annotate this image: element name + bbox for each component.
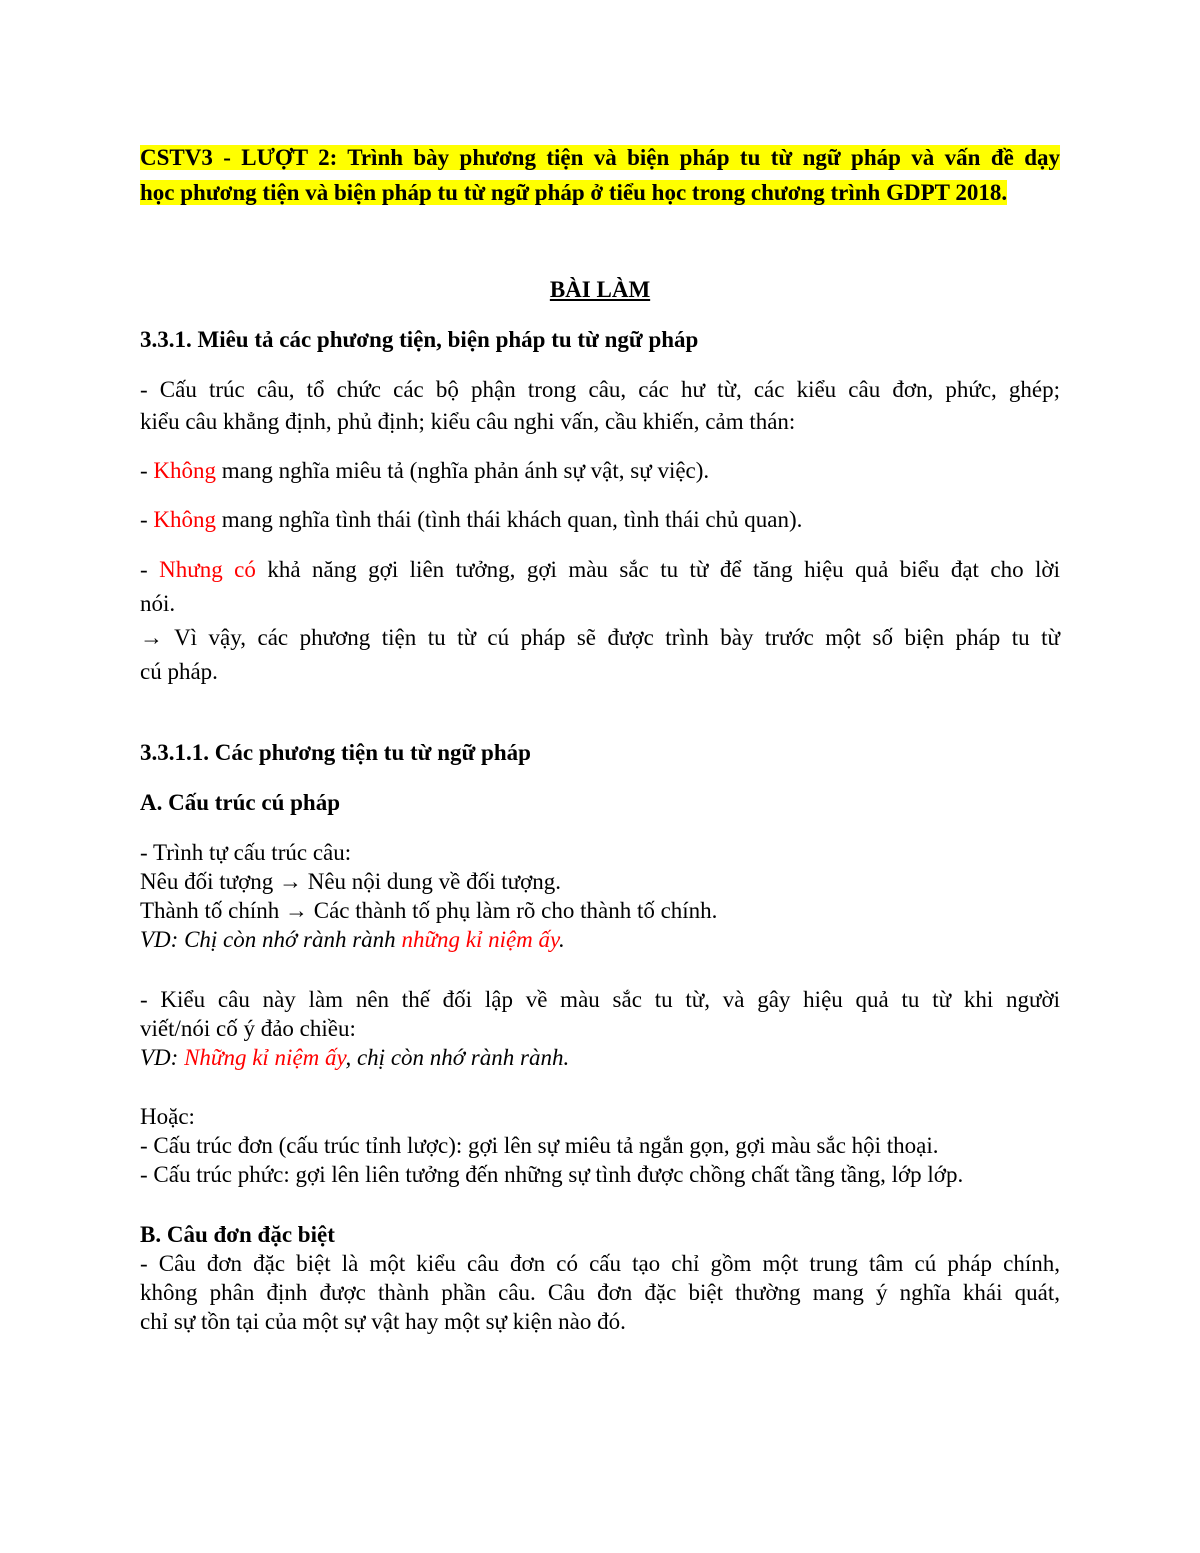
bullet-text: khả năng gợi liên tưởng, gợi màu sắc tu từ để tăng hiệu quả biểu đạt cho lời — [255, 557, 1060, 582]
contrast-line-2: viết/nói cố ý đảo chiều: — [140, 1016, 356, 1041]
bullet-nhung-co — [140, 555, 1060, 585]
prompt-line-2 — [140, 178, 1060, 208]
page-title: BÀI LÀM — [549, 277, 651, 302]
bullet-nhung-co-cont: nói. — [140, 591, 176, 616]
special-sentence-line-2: không phân định được thành phần câu. Câu đơn đặc biệt thường mang ý nghĩa khái quát, — [140, 1280, 1060, 1305]
bullet-dash: - — [140, 507, 154, 532]
contrast-line-1: - Kiểu câu này làm nên thế đối lập về màu sắc tu từ, và gây hiệu quả tu từ khi người — [140, 987, 1060, 1012]
example-2 — [140, 1043, 1060, 1073]
bullet-khong-2 — [140, 505, 1060, 535]
conclusion-line-2: cú pháp. — [140, 659, 218, 684]
subheading-a: A. Cấu trúc cú pháp — [140, 790, 341, 815]
bullet-text: mang nghĩa miêu tả (nghĩa phản ánh sự vật, sự việc). — [216, 458, 710, 483]
structure-line-1: - Trình tự cấu trúc câu: — [140, 840, 352, 865]
prompt-label: CSTV3 - LƯỢT 2: — [140, 145, 338, 170]
emphasis-khong: Không — [153, 458, 217, 483]
bullet-text: mang nghĩa tình thái (tình thái khách quan, tình thái chủ quan). — [216, 507, 803, 532]
example-emphasis: những kỉ niệm ấy — [401, 927, 559, 952]
section-heading-331: 3.3.1. Miêu tả các phương tiện, biện pháp tu từ ngữ pháp — [140, 327, 699, 352]
complex-structure-line: - Cấu trúc phức: gợi lên liên tưởng đến những sự tình được chồng chất tầng tầng, lớp lớp. — [140, 1162, 964, 1187]
emphasis-nhung-co: Nhưng có — [159, 557, 256, 582]
intro-line-2: kiểu câu khẳng định, phủ định; kiểu câu nghi vấn, cầu khiến, cảm thán: — [140, 409, 796, 434]
structure-line-3: Thành tố chính → Các thành tố phụ làm rõ cho thành tố chính. — [140, 898, 718, 923]
subheading-b: B. Câu đơn đặc biệt — [140, 1222, 335, 1247]
bullet-khong-1 — [140, 456, 1060, 486]
intro-line-1: - Cấu trúc câu, tổ chức các bộ phận trong câu, các hư từ, các kiểu câu đơn, phức, ghép; — [140, 377, 1060, 402]
structure-line-2: Nêu đối tượng → Nêu nội dung về đối tượng. — [140, 869, 562, 894]
example-text: VD: — [140, 1045, 185, 1070]
example-emphasis: Những kỉ niệm ấy — [184, 1045, 346, 1070]
alternative-label: Hoặc: — [140, 1104, 195, 1129]
conclusion-line-1: → Vì vậy, các phương tiện tu từ cú pháp sẽ được trình bày trước một số biện pháp tu từ — [140, 625, 1060, 650]
example-text: VD: Chị còn nhớ rành rành — [140, 927, 402, 952]
example-end: . — [558, 927, 565, 952]
prompt-text-1: Trình bày phương tiện và biện pháp tu từ ngữ pháp và vấn đề dạy — [337, 145, 1060, 170]
bullet-dash: - — [140, 458, 154, 483]
section-heading-3311: 3.3.1.1. Các phương tiện tu từ ngữ pháp — [140, 740, 531, 765]
example-1 — [140, 925, 1060, 955]
special-sentence-line-1: - Câu đơn đặc biệt là một kiểu câu đơn có cấu tạo chỉ gồm một trung tâm cú pháp chính, — [140, 1251, 1060, 1276]
emphasis-khong: Không — [153, 507, 217, 532]
bullet-dash: - — [140, 557, 160, 582]
simple-structure-line: - Cấu trúc đơn (cấu trúc tỉnh lược): gợi lên sự miêu tả ngắn gọn, gợi màu sắc hội thoại. — [140, 1133, 939, 1158]
special-sentence-line-3: chỉ sự tồn tại của một sự vật hay một sự kiện nào đó. — [140, 1309, 626, 1334]
example-end: , chị còn nhớ rành rành. — [345, 1045, 570, 1070]
prompt-text-2: học phương tiện và biện pháp tu từ ngữ pháp ở tiểu học trong chương trình GDPT 2018. — [140, 180, 1008, 205]
prompt-line-1 — [140, 143, 1060, 173]
